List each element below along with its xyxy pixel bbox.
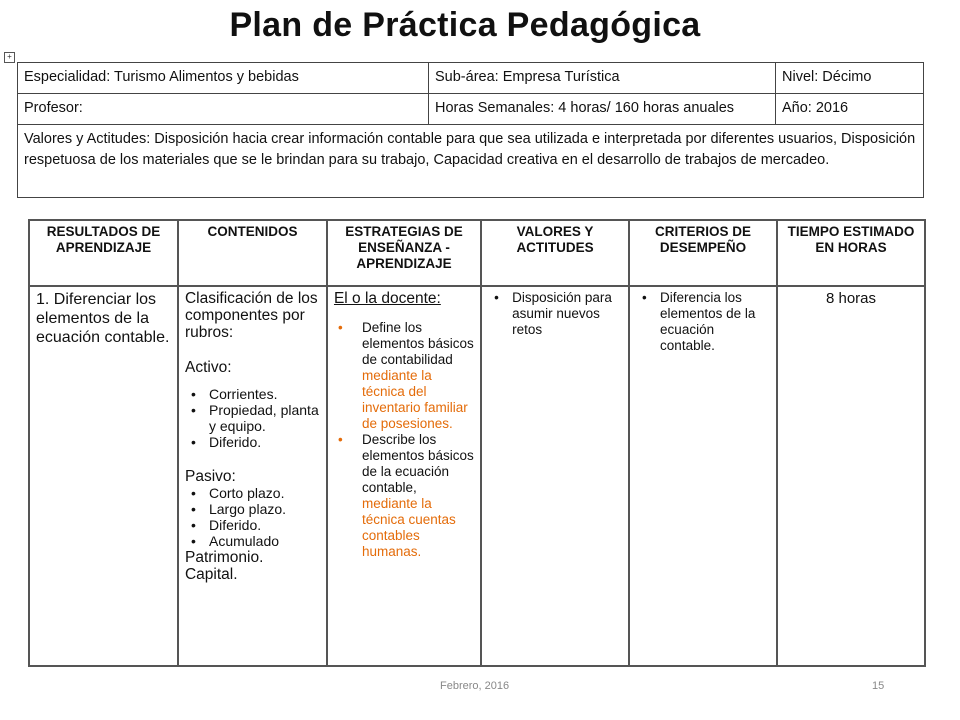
list-item: • Corrientes.: [190, 386, 278, 402]
bullet-icon: •: [337, 320, 343, 335]
list-item: [334, 432, 474, 560]
bullet-icon: •: [494, 290, 499, 305]
pasivo-list: [185, 485, 320, 549]
estrategias-cell: [327, 286, 481, 666]
bullet-icon: •: [642, 290, 647, 305]
footer-date: Febrero, 2016: [440, 680, 510, 692]
list-item: [334, 320, 474, 432]
especialidad-cell: Especialidad: Turismo Alimentos y bebidas: [18, 63, 429, 94]
profesor-cell: Profesor:: [18, 94, 429, 125]
plan-table: [28, 219, 926, 667]
info-row: [18, 94, 924, 125]
estrategia-tecnica-text: mediante la técnica del inventario familiar de posesiones.: [361, 368, 468, 431]
subarea-cell: Sub-área: Empresa Turística: [429, 63, 776, 94]
header-tiempo: TIEMPO ESTIMADO EN HORAS: [777, 220, 925, 286]
resultado-cell: 1. Diferenciar los elementos de la ecuación contable.: [29, 286, 178, 666]
estrategia-text: Describe los elementos básicos de la ecuación contable,: [361, 432, 474, 495]
activo-label: Activo:: [184, 359, 232, 376]
header-resultados: RESULTADOS DE APRENDIZAJE: [29, 220, 178, 286]
table-move-handle-icon[interactable]: +: [4, 52, 15, 63]
list-item: • Diferido.: [190, 434, 262, 450]
contenidos-cell: [178, 286, 327, 666]
page-title: Plan de Práctica Pedagógica: [229, 6, 701, 44]
criterios-cell: [629, 286, 777, 666]
bullet-icon: •: [190, 386, 196, 402]
bullet-icon: •: [190, 501, 196, 517]
list-item: • Disposición para asumir nuevos retos: [494, 290, 612, 337]
table-row: [29, 286, 925, 666]
activo-list: [185, 386, 320, 450]
estrategia-text: Define los elementos básicos de contabilidad: [361, 320, 474, 367]
list-item: • Acumulado: [190, 533, 280, 549]
info-row: [18, 63, 924, 94]
list-item: • Corto plazo.: [190, 485, 285, 501]
bullet-icon: •: [190, 533, 196, 549]
header-valores: VALORES Y ACTITUDES: [481, 220, 629, 286]
valores-cell: [481, 286, 629, 666]
bullet-icon: •: [190, 402, 196, 418]
footer-page-number: 15: [872, 680, 885, 692]
valores-list: [488, 290, 622, 338]
header-criterios: CRITERIOS DE DESEMPEÑO: [629, 220, 777, 286]
header-contenidos: CONTENIDOS: [178, 220, 327, 286]
list-item: • Diferido.: [190, 517, 262, 533]
contenidos-intro: Clasificación de los componentes por rubros:: [184, 290, 318, 341]
estrategias-heading: El o la docente:: [333, 290, 441, 307]
nivel-cell: Nivel: Décimo: [776, 63, 924, 94]
header-row: [29, 220, 925, 286]
bullet-icon: •: [190, 485, 196, 501]
tiempo-cell: 8 horas: [777, 286, 925, 666]
list-item: • Largo plazo.: [190, 501, 287, 517]
patrimonio-label: Patrimonio.: [184, 549, 264, 566]
bullet-icon: •: [190, 517, 196, 533]
info-table: [17, 62, 924, 198]
criterios-list: [636, 290, 770, 354]
estrategias-list: [334, 320, 474, 560]
pasivo-label: Pasivo:: [184, 468, 236, 485]
anio-cell: Año: 2016: [776, 94, 924, 125]
bullet-icon: •: [337, 432, 343, 447]
info-row: [18, 125, 924, 198]
header-estrategias: ESTRATEGIAS DE ENSEÑANZA - APRENDIZAJE: [327, 220, 481, 286]
valores-actitudes-cell: Valores y Actitudes: Disposición hacia crear información contable para que sea utilizada e interpretada por diferentes usuarios, Disposición respetuosa de los materiales que se le brindan para su trabajo, Capacidad creativa en el desarrollo de trabajos de mercadeo.: [18, 125, 924, 198]
list-item: • Propiedad, planta y equipo.: [190, 402, 319, 434]
capital-label: Capital.: [184, 566, 238, 583]
bullet-icon: •: [190, 434, 196, 450]
estrategia-tecnica-text: mediante la técnica cuentas contables humanas.: [361, 496, 456, 559]
horas-cell: Horas Semanales: 4 horas/ 160 horas anuales: [429, 94, 776, 125]
list-item: • Diferencia los elementos de la ecuación contable.: [642, 290, 756, 353]
